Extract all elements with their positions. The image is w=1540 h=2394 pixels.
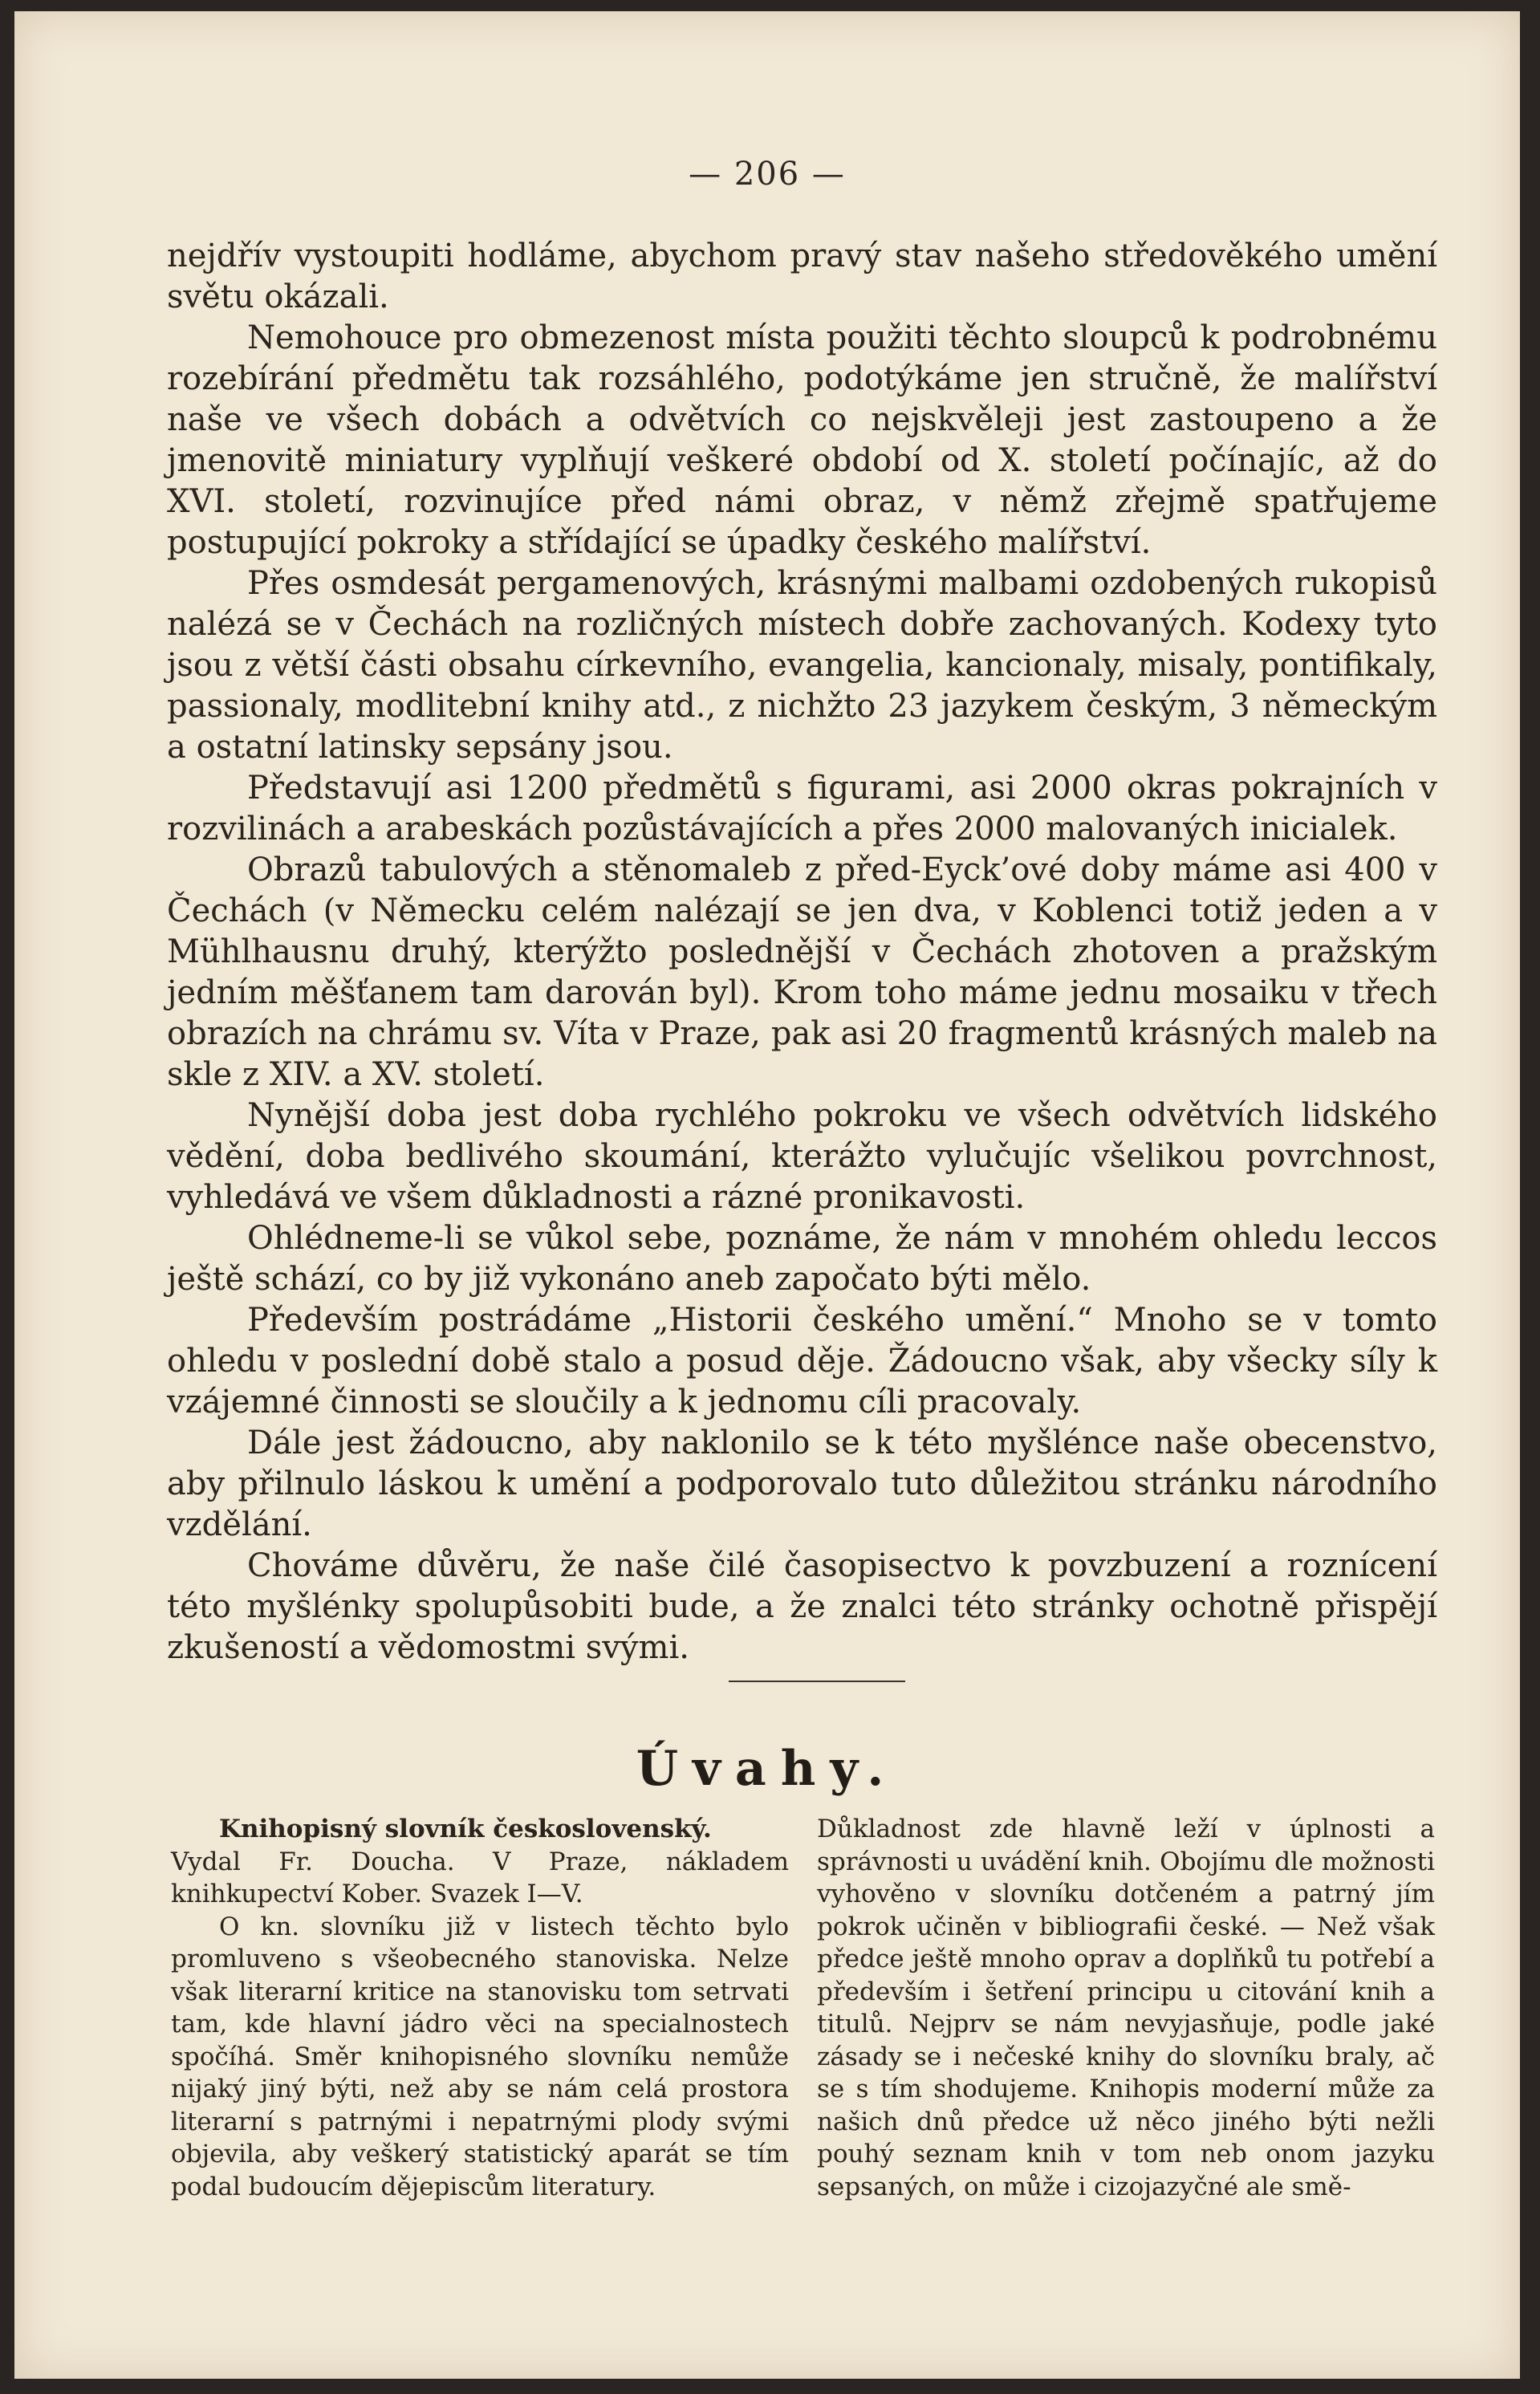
review-title: Knihopisný slovník československý. — [219, 1815, 712, 1843]
document-page — [14, 11, 1520, 2379]
paragraph: Nemohouce pro obmezenost místa použiti těchto sloupců k podrobnému rozebírání předmětu tak rozsáhlého, podotýkáme jen stručně, že malířství naše ve všech dobách a odvětvích co nejskvěleji jest zastoupeno a že jmenovitě miniatury vyplňují veškeré období od X. století počínajíc, až do XVI. století, rozvinujíce před námi obraz, v němž zřejmě spatřujeme postupující pokroky a střídající se úpadky českého malířství. — [167, 319, 1437, 561]
paragraph: Nynější doba jest doba rychlého pokroku ve všech odvětvích lidského vědění, doba bedlivého skoumání, kterážto vylučujíc všelikou povrchnost, vyhledává ve všem důkladnosti a rázné pronikavosti. — [167, 1097, 1437, 1216]
paragraph: Obrazů tabulových a stěnomaleb z před-Eyck’ové doby máme asi 400 v Čechách (v Německu celém nalézají se jen dva, v Koblenci totiž jeden a v Mühlhausnu druhý, kterýžto poslednější v Čechách zhotoven a pražským jedním měšťanem tam darován byl). Krom toho máme jednu mosaiku v třech obrazích na chrámu sv. Víta v Praze, pak asi 20 fragmentů krásných maleb na skle z XIV. a XV. století. — [167, 852, 1437, 1093]
paragraph: Ohlédneme-li se vůkol sebe, poznáme, že nám v mnohém ohledu leccos ještě schází, co by již vykonáno aneb započato býti mělo. — [167, 1220, 1437, 1298]
paragraph: Chováme důvěru, že naše čilé časopisectvo k povzbuzení a roznícení této myšlénky spolupůsobiti bude, a že znalci této stránky ochotně přispějí zkušeností a vědomostmi svými. — [167, 1547, 1437, 1666]
section-divider — [729, 1681, 905, 1682]
review-text-right: Důkladnost zde hlavně leží v úplnosti a správnosti u uvádění knih. Obojímu dle možnosti vyhověno v slovníku dotčeném a patrný jím pokrok učiněn v bibliografii české. — Než však předce ještě mnoho oprav a doplňků tu potřebí a především i šetření principu u citování knih a titulů. Nejprv se nám nevyjasňuje, podle jaké zásady se i nečeské knihy do slovníku braly, ač se s tím shodujeme. Knihopis moderní může za našich dnů předce už něco jiného býti nežli pouhý seznam knih v tom neb onom jazyku sepsaných, on může i cizojazyčné ale smě- — [817, 1815, 1435, 2201]
paragraph: Přes osmdesát pergamenových, krásnými malbami ozdobených rukopisů nalézá se v Čechách na rozličných místech dobře zachovaných. Kodexy tyto jsou z větší části obsahu církevního, evangelia, kancionaly, misaly, pontifikaly, passionaly, modlitební knihy atd., z nichžto 23 jazykem českým, 3 německým a ostatní latinsky sepsány jsou. — [167, 565, 1437, 766]
review-text-left: O kn. slovníku již v listech těchto bylo promluveno s všeobecného stanoviska. Nelze však literarní kritice na stanovisku tom setrvati tam, kde hlavní jádro věci na specialnostech spočíhá. Směr knihopisného slovníku nemůže nijaký jiný býti, než aby se nám celá prostora literarní s patrnými i nepatrnými plody svými objevila, aby veškerý statistický aparát se tím podal budoucím dějepiscům literatury. — [171, 1912, 789, 2201]
paragraph: Především postrádáme „Historii českého umění.“ Mnoho se v tomto ohledu v poslední době stalo a posud děje. Žádoucno však, aby všecky síly k vzájemné činnosti se sloučily a k jednomu cíli pracovaly. — [167, 1302, 1437, 1421]
paragraph: Představují asi 1200 předmětů s figurami, asi 2000 okras pokrajních v rozvilinách a arabeskách pozůstávajících a přes 2000 malovaných inicialek. — [167, 770, 1437, 847]
paragraph: Dále jest žádoucno, aby naklonilo se k této myšlénce naše obecenstvo, aby přilnulo láskou k umění a podporovalo tuto důležitou stránku národního vzdělání. — [167, 1425, 1437, 1543]
paragraph: nejdřív vystoupiti hodláme, abychom pravý stav našeho středověkého umění světu okázali. — [167, 238, 1437, 315]
page-number: — 206 — — [689, 156, 846, 193]
review-column-left — [171, 1813, 789, 2203]
review-column-right — [817, 1813, 1435, 2203]
main-text — [167, 236, 1437, 1668]
review-meta: Vydal Fr. Doucha. V Praze, nákladem knihkupectví Kober. Svazek I—V. — [171, 1847, 789, 1908]
section-heading: Úvahy. — [636, 1741, 899, 1797]
